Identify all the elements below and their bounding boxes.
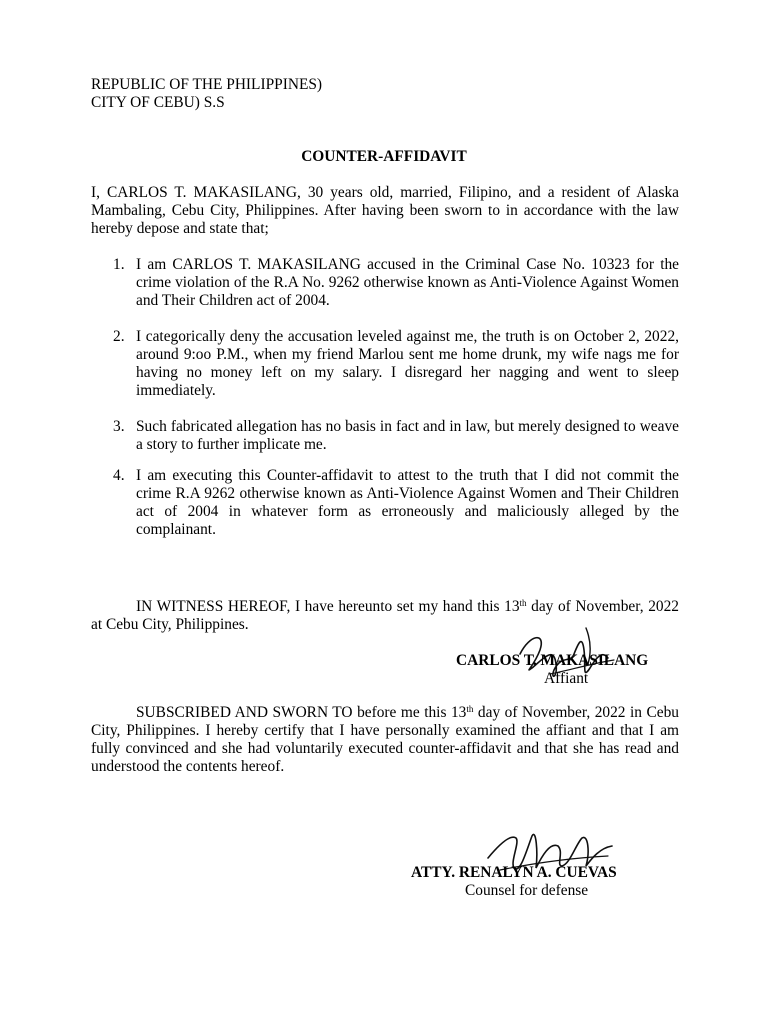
venue-header xyxy=(91,76,322,112)
statement-number: 2. xyxy=(113,328,125,345)
venue-line-city: CITY OF CEBU) S.S xyxy=(91,94,225,111)
counsel-name: ATTY. RENALYN A. CUEVAS xyxy=(411,864,617,881)
jurat-text-end: day of November, 2022 in Cebu City, Philippines. I hereby certify that I have personally examined the affiant and that I am fully convinced and she had voluntarily executed counter-affidavit and that she has read and understood the contents hereof. xyxy=(91,704,680,775)
ordinal-suffix: th xyxy=(466,704,474,714)
statement-text: I am executing this Counter-affidavit to attest to the truth that I did not commit the crime R.A 9262 otherwise known as Anti-Violence Against Women and Their Children act of 2004 in whatever form as erroneously and maliciously alleged by the complainant. xyxy=(136,467,679,538)
witness-text-end: day of November, 2022 at Cebu City, Philippines. xyxy=(91,598,679,633)
affiant-role: Affiant xyxy=(544,670,589,687)
statement-text: I categorically deny the accusation leveled against me, the truth is on October 2, 2022, around 9:oo P.M., when my friend Marlou sent me home drunk, my wife nags me for having no money left on my salary. I disregard her nagging and went to sleep immediately. xyxy=(136,328,679,399)
venue-line-republic: REPUBLIC OF THE PHILIPPINES) xyxy=(91,76,323,93)
statement-text: Such fabricated allegation has no basis in fact and in law, but merely designed to weave a story to further implicate me. xyxy=(136,418,679,453)
statement-number: 3. xyxy=(113,418,125,435)
jurat-text-start: SUBSCRIBED AND SWORN TO before me this 13 xyxy=(136,704,467,721)
statement-item xyxy=(113,328,679,400)
ordinal-suffix: th xyxy=(519,598,527,608)
document-title: COUNTER-AFFIDAVIT xyxy=(301,148,467,165)
statement-item xyxy=(113,418,679,454)
witness-text-start: IN WITNESS HEREOF, I have hereunto set my hand this 13 xyxy=(136,598,520,615)
statement-item xyxy=(113,256,679,310)
statement-item xyxy=(113,467,679,539)
affiant-name: CARLOS T. MAKASILANG xyxy=(456,652,649,669)
counsel-role: Counsel for defense xyxy=(465,882,589,899)
jurat-paragraph xyxy=(91,704,679,776)
intro-paragraph: I, CARLOS T. MAKASILANG, 30 years old, married, Filipino, and a resident of Alaska Mambaling, Cebu City, Philippines. After having been sworn to in accordance with the law hereby depose and state that; xyxy=(91,184,679,237)
statement-text: I am CARLOS T. MAKASILANG accused in the Criminal Case No. 10323 for the crime violation of the R.A No. 9262 otherwise known as Anti-Violence Against Women and Their Children act of 2004. xyxy=(136,256,679,309)
statement-number: 4. xyxy=(113,467,125,484)
statement-number: 1. xyxy=(113,256,125,273)
